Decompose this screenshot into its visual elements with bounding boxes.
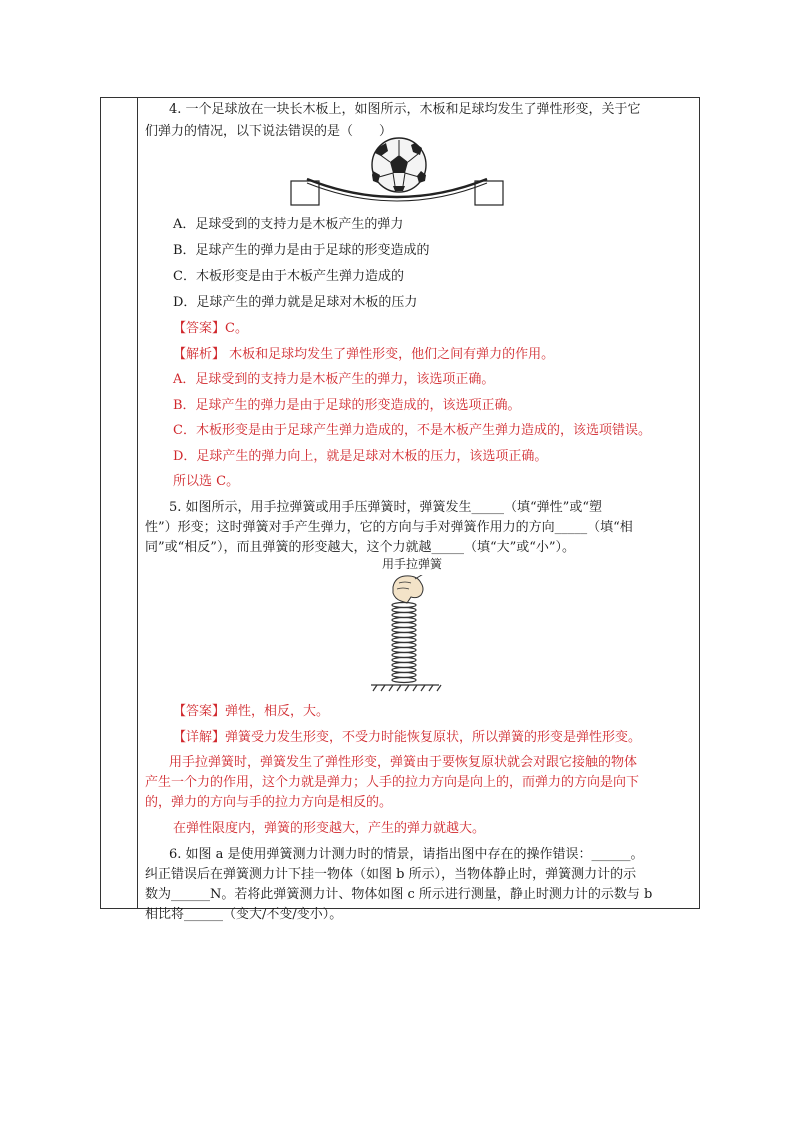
- answer-value: 弹性，相反，大。: [225, 704, 330, 719]
- answer-tag: 【答案】: [173, 321, 226, 336]
- q5-para2: 在弹性限度内，弹簧的形变越大，产生的弹力就越大。: [173, 821, 486, 836]
- football-icon: [372, 138, 426, 192]
- q5-stem-line1: 5. 如图所示，用手拉弹簧或用手压弹簧时，弹簧发生_____（填“弹性”或“塑: [169, 500, 602, 515]
- q4-analysis-a: A．足球受到的支持力是木板产生的弹力，该选项正确。: [173, 372, 495, 387]
- left-support-block: [291, 181, 319, 205]
- q4-conclusion: 所以选 C。: [173, 474, 240, 489]
- q5-para1-line2: 产生一个力的作用，这个力就是弹力；人手的拉力方向是向上的，而弹力的方向是向下: [145, 775, 640, 790]
- q5-para1-line1: 用手拉弹簧时，弹簧发生了弹性形变，弹簧由于要恢复原状就会对跟它接触的物体: [169, 755, 638, 770]
- ground-base: [371, 685, 441, 691]
- q6-line1: 6. 如图 a 是使用弹簧测力计测力时的情景，请指出图中存在的操作错误：______。: [169, 847, 644, 862]
- q6-line4: 相比将______（变大/不变/变小）。: [145, 907, 343, 922]
- q4-answer: [173, 319, 248, 338]
- analysis-tag: 【解析】: [173, 347, 226, 362]
- q4-stem-line1: 4. 一个足球放在一块长木板上，如图所示，木板和足球均发生了弹性形变，关于它: [169, 102, 641, 117]
- q4-option-c: C．木板形变是由于木板产生弹力造成的: [173, 269, 404, 284]
- q4-analysis-c: C．木板形变是由于足球产生弹力造成的，不是木板产生弹力造成的，该选项错误。: [173, 423, 651, 438]
- q4-analysis: [173, 345, 554, 364]
- analysis-text: 木板和足球均发生了弹性形变，他们之间有弹力的作用。: [225, 347, 555, 362]
- q5-stem-line2: 性”）形变；这时弹簧对手产生弹力，它的方向与手对弹簧作用力的方向_____（填“相: [145, 520, 633, 535]
- detail-text: 弹簧受力发生形变，不受力时能恢复原状，所以弹簧的形变是弹性形变。: [225, 730, 642, 745]
- answer-value: C。: [225, 321, 248, 336]
- football-on-board-figure: [287, 137, 517, 207]
- answer-tag: 【答案】: [173, 704, 226, 719]
- q4-option-d: D．足球产生的弹力就是足球对木板的压力: [173, 295, 418, 310]
- q5-stem-line3: 同”或“相反”），而且弹簧的形变越大，这个力就越_____（填“大”或“小”）。: [145, 540, 576, 555]
- q4-analysis-b: B．足球产生的弹力是由于足球的形变造成的，该选项正确。: [173, 398, 521, 413]
- q5-para1-line3: 的，弹力的方向与手的拉力方向是相反的。: [145, 795, 393, 810]
- q6-line2: 纠正错误后在弹簧测力计下挂一物体（如图 b 所示），当物体静止时，弹簧测力计的示: [145, 867, 637, 882]
- detail-tag: 【详解】: [173, 730, 226, 745]
- right-support-block: [475, 181, 503, 205]
- spring-figure-caption: 用手拉弹簧: [382, 557, 443, 571]
- spring-coil: [392, 603, 416, 683]
- q6-line3: 数为______N。若将此弹簧测力计、物体如图 c 所示进行测量，静止时测力计的示数与 b: [145, 887, 653, 902]
- q4-analysis-d: D．足球产生的弹力向上，就是足球对木板的压力，该选项正确。: [173, 449, 548, 464]
- hand-icon: [393, 575, 425, 603]
- q4-option-b: B．足球产生的弹力是由于足球的形变造成的: [173, 243, 430, 258]
- spring-figure: [365, 575, 455, 695]
- q5-detail: [173, 728, 641, 747]
- column-divider: [137, 97, 138, 909]
- q4-option-a: A．足球受到的支持力是木板产生的弹力: [173, 217, 404, 232]
- q4-stem-line2: 们弹力的情况，以下说法错误的是（ ）: [145, 124, 393, 139]
- q5-answer: [173, 702, 329, 721]
